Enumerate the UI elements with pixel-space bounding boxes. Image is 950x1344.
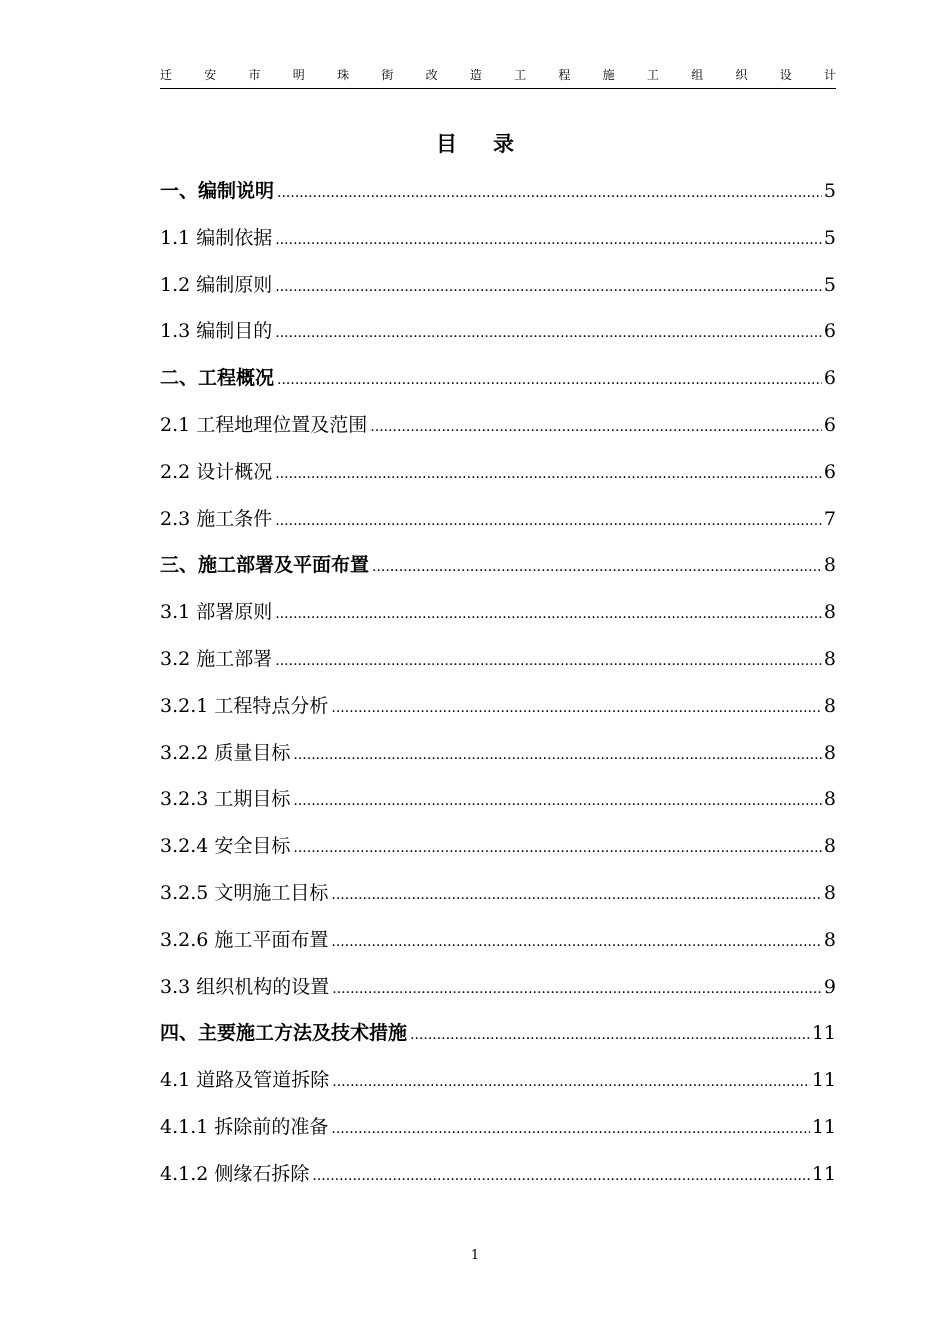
toc-entry-label: 1.3 编制目的 — [160, 320, 273, 343]
toc-entry[interactable] — [160, 644, 836, 691]
toc-entry-page: 5 — [823, 180, 836, 202]
toc-entry[interactable] — [160, 550, 836, 597]
header-char: 组 — [691, 68, 704, 82]
toc-dot-leader — [275, 225, 822, 255]
toc-entry-label: 3.2.5 文明施工目标 — [160, 881, 329, 904]
toc-entry-label: 3.2 施工部署 — [160, 647, 273, 670]
toc-entry-label: 3.3 组织机构的设置 — [160, 975, 330, 998]
toc-dot-leader — [275, 459, 822, 489]
table-of-contents — [160, 176, 836, 1206]
header-char: 工 — [514, 68, 527, 82]
toc-entry-page: 11 — [811, 1162, 836, 1185]
toc-entry-label: 一、编制说明 — [160, 180, 275, 202]
toc-dot-leader — [277, 178, 822, 208]
toc-entry[interactable] — [160, 1065, 836, 1112]
toc-entry[interactable] — [160, 316, 836, 363]
toc-entry-label: 2.1 工程地理位置及范围 — [160, 413, 368, 436]
toc-entry[interactable] — [160, 410, 836, 457]
toc-dot-leader — [277, 365, 822, 395]
toc-entry-page: 6 — [823, 320, 836, 343]
toc-entry-label: 三、施工部署及平面布置 — [160, 554, 370, 577]
header-char: 程 — [558, 68, 571, 82]
toc-dot-leader — [331, 693, 822, 723]
toc-dot-leader — [293, 740, 822, 770]
toc-entry[interactable] — [160, 363, 836, 410]
toc-entry-page: 8 — [823, 694, 836, 717]
toc-entry-label: 3.2.2 质量目标 — [160, 741, 291, 764]
header-char: 设 — [779, 68, 792, 82]
toc-entry-label: 3.2.6 施工平面布置 — [160, 928, 329, 951]
toc-entry-page: 8 — [823, 741, 836, 764]
toc-entry[interactable] — [160, 831, 836, 878]
toc-entry-label: 1.2 编制原则 — [160, 273, 273, 296]
toc-dot-leader — [293, 786, 822, 816]
toc-entry[interactable] — [160, 972, 836, 1019]
toc-dot-leader — [332, 1067, 810, 1097]
toc-entry-page: 6 — [823, 413, 836, 436]
toc-dot-leader — [370, 412, 822, 442]
toc-entry-page: 11 — [811, 1069, 836, 1092]
header-char: 明 — [292, 68, 305, 82]
header-char: 街 — [381, 68, 394, 82]
toc-dot-leader — [293, 833, 822, 863]
toc-dot-leader — [312, 1161, 809, 1191]
header-char: 安 — [204, 68, 217, 82]
toc-entry[interactable] — [160, 925, 836, 972]
toc-entry-page: 6 — [823, 460, 836, 483]
toc-entry[interactable] — [160, 738, 836, 785]
header-char: 珠 — [337, 68, 350, 82]
header-char: 工 — [646, 68, 659, 82]
toc-entry-label: 4.1.2 侧缘石拆除 — [160, 1162, 310, 1185]
toc-dot-leader — [331, 880, 822, 910]
toc-entry-page: 11 — [811, 1115, 836, 1138]
toc-dot-leader — [275, 599, 822, 629]
header-char: 迁 — [160, 68, 173, 82]
toc-entry[interactable] — [160, 1018, 836, 1065]
toc-dot-leader — [275, 272, 822, 302]
header-title — [160, 66, 836, 84]
toc-entry-page: 7 — [823, 507, 836, 530]
toc-entry-label: 二、工程概况 — [160, 367, 275, 390]
toc-entry-label: 3.2.4 安全目标 — [160, 835, 291, 858]
toc-entry[interactable] — [160, 270, 836, 317]
header-char: 施 — [602, 68, 615, 82]
toc-entry-label: 3.2.1 工程特点分析 — [160, 694, 329, 717]
toc-entry-page: 6 — [823, 367, 836, 390]
toc-entry-page: 8 — [823, 554, 836, 577]
toc-entry-label: 2.2 设计概况 — [160, 460, 273, 483]
toc-dot-leader — [372, 552, 822, 582]
toc-entry[interactable] — [160, 504, 836, 551]
toc-dot-leader — [331, 1114, 809, 1144]
header-char: 市 — [248, 68, 261, 82]
toc-dot-leader — [410, 1020, 810, 1050]
toc-entry-label: 3.2.3 工期目标 — [160, 788, 291, 811]
toc-entry-page: 8 — [823, 601, 836, 624]
toc-entry-page: 5 — [823, 273, 836, 296]
toc-entry[interactable] — [160, 878, 836, 925]
toc-entry-label: 2.3 施工条件 — [160, 507, 273, 530]
toc-dot-leader — [332, 974, 822, 1004]
toc-entry-page: 8 — [823, 928, 836, 951]
toc-entry-label: 4.1.1 拆除前的准备 — [160, 1115, 329, 1138]
toc-dot-leader — [275, 646, 822, 676]
toc-entry[interactable] — [160, 1112, 836, 1159]
toc-dot-leader — [275, 318, 822, 348]
toc-dot-leader — [331, 927, 822, 957]
toc-entry[interactable] — [160, 784, 836, 831]
page-header — [160, 66, 836, 89]
toc-entry[interactable] — [160, 597, 836, 644]
header-char: 计 — [823, 68, 836, 82]
header-char: 改 — [425, 68, 438, 82]
toc-entry[interactable] — [160, 223, 836, 270]
page-number: 1 — [470, 1248, 480, 1263]
toc-title: 目录 — [436, 131, 550, 156]
toc-entry-page: 8 — [823, 647, 836, 670]
toc-entry-page: 8 — [823, 835, 836, 858]
toc-entry[interactable] — [160, 176, 836, 223]
toc-entry-page: 11 — [811, 1022, 836, 1045]
toc-entry-label: 3.1 部署原则 — [160, 601, 273, 624]
toc-entry[interactable] — [160, 691, 836, 738]
header-char: 造 — [469, 68, 482, 82]
toc-entry-page: 9 — [823, 975, 836, 998]
toc-entry[interactable] — [160, 457, 836, 504]
toc-entry[interactable] — [160, 1159, 836, 1206]
toc-dot-leader — [275, 506, 822, 536]
toc-entry-page: 5 — [823, 226, 836, 249]
toc-entry-label: 1.1 编制依据 — [160, 226, 273, 249]
toc-entry-label: 4.1 道路及管道拆除 — [160, 1069, 330, 1092]
toc-entry-page: 8 — [823, 788, 836, 811]
toc-entry-page: 8 — [823, 881, 836, 904]
toc-entry-label: 四、主要施工方法及技术措施 — [160, 1022, 408, 1045]
header-char: 织 — [735, 68, 748, 82]
